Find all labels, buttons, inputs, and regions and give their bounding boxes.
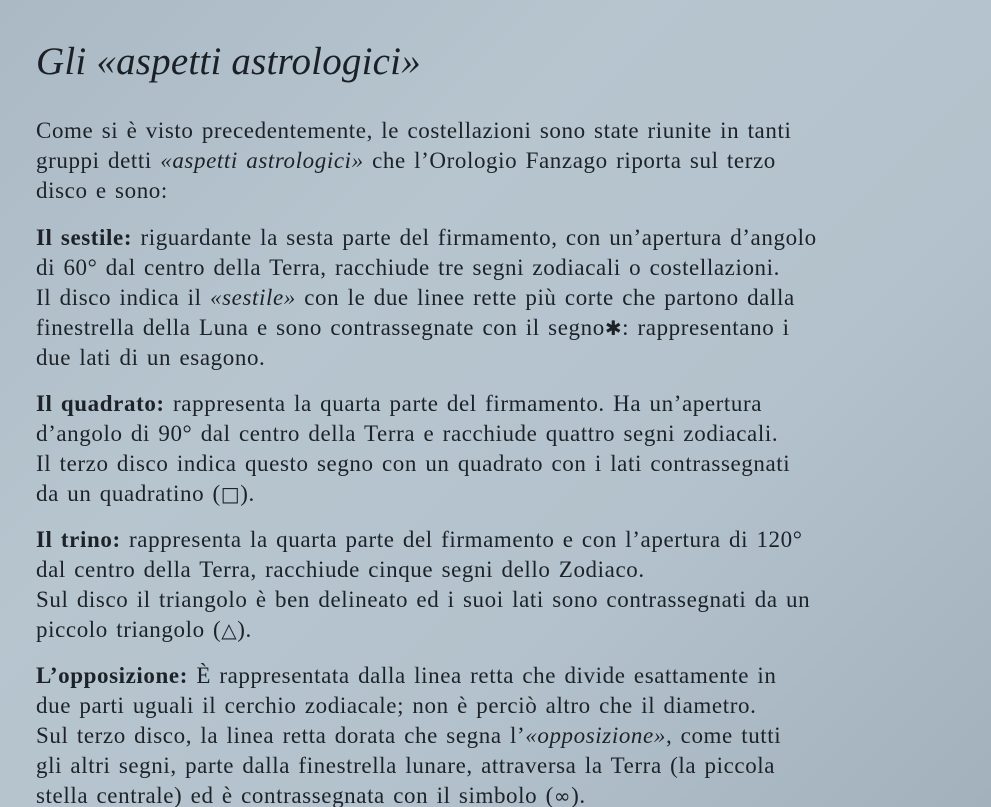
term-heading: L’opposizione: [36, 663, 188, 688]
text-line: di 60° dal centro della Terra, racchiude tre segni zodiacali o costellazioni. [36, 255, 780, 280]
text-line: stella centrale) ed è contrassegnata con il simbolo (∞). [36, 783, 586, 807]
page-title: Gli «aspetti astrologici» [36, 40, 421, 83]
text-line: Sul terzo disco, la linea retta dorata che segna l’«opposizione», come tutti [36, 723, 782, 748]
text-line: Il terzo disco indica questo segno con un quadrato con i lati contrassegnati [36, 451, 791, 476]
term-heading: Il sestile: [36, 225, 133, 250]
text-line: dal centro della Terra, racchiude cinque segni dello Zodiaco. [36, 557, 645, 582]
text-line: gruppi detti «aspetti astrologici» che l’Orologio Fanzago riporta sul terzo [36, 148, 776, 173]
sestile-paragraph [36, 223, 961, 373]
asterisk-symbol-icon: ✱ [604, 316, 623, 340]
text-line: da un quadratino (□). [36, 481, 255, 506]
quadrato-paragraph [36, 389, 961, 509]
text-line: finestrella della Luna e sono contrassegnate con il segno✱: rappresentano i [36, 315, 790, 340]
intro-paragraph [36, 116, 961, 206]
term-heading: Il trino: [36, 527, 121, 552]
text-line: due parti uguali il cerchio zodiacale; non è perciò altro che il diametro. [36, 693, 757, 718]
text-line: disco e sono: [36, 178, 168, 203]
text-line: Il sestile: riguardante la sesta parte del firmamento, con un’apertura d’angolo [36, 225, 817, 250]
trino-paragraph [36, 525, 961, 645]
text-line: Il disco indica il «sestile» con le due linee rette più corte che partono dalla [36, 285, 795, 310]
square-symbol-icon: □ [220, 482, 241, 506]
text-line: piccolo triangolo (△). [36, 617, 252, 642]
term-heading: Il quadrato: [36, 391, 165, 416]
text-line: L’opposizione: È rappresentata dalla linea retta che divide esattamente in [36, 663, 777, 688]
text-line: d’angolo di 90° dal centro della Terra e racchiude quattro segni zodiacali. [36, 421, 779, 446]
text-line: Il trino: rappresenta la quarta parte del firmamento e con l’apertura di 120° [36, 527, 803, 552]
emphasis: «aspetti astrologici» [160, 148, 364, 173]
emphasis: «opposizione» [525, 723, 666, 748]
triangle-symbol-icon: △ [221, 618, 238, 642]
text-line: Il quadrato: rappresenta la quarta parte del firmamento. Ha un’apertura [36, 391, 763, 416]
infinity-symbol-icon: ∞ [553, 784, 572, 807]
text-line: gli altri segni, parte dalla finestrella lunare, attraversa la Terra (la piccola [36, 753, 776, 778]
text-line: Sul disco il triangolo è ben delineato ed i suoi lati sono contrassegnati da un [36, 587, 811, 612]
text-line: due lati di un esagono. [36, 345, 266, 370]
document-page [36, 38, 961, 807]
opposizione-paragraph [36, 661, 961, 807]
emphasis: «sestile» [209, 285, 296, 310]
text-line: Come si è visto precedentemente, le costellazioni sono state riunite in tanti [36, 118, 792, 143]
